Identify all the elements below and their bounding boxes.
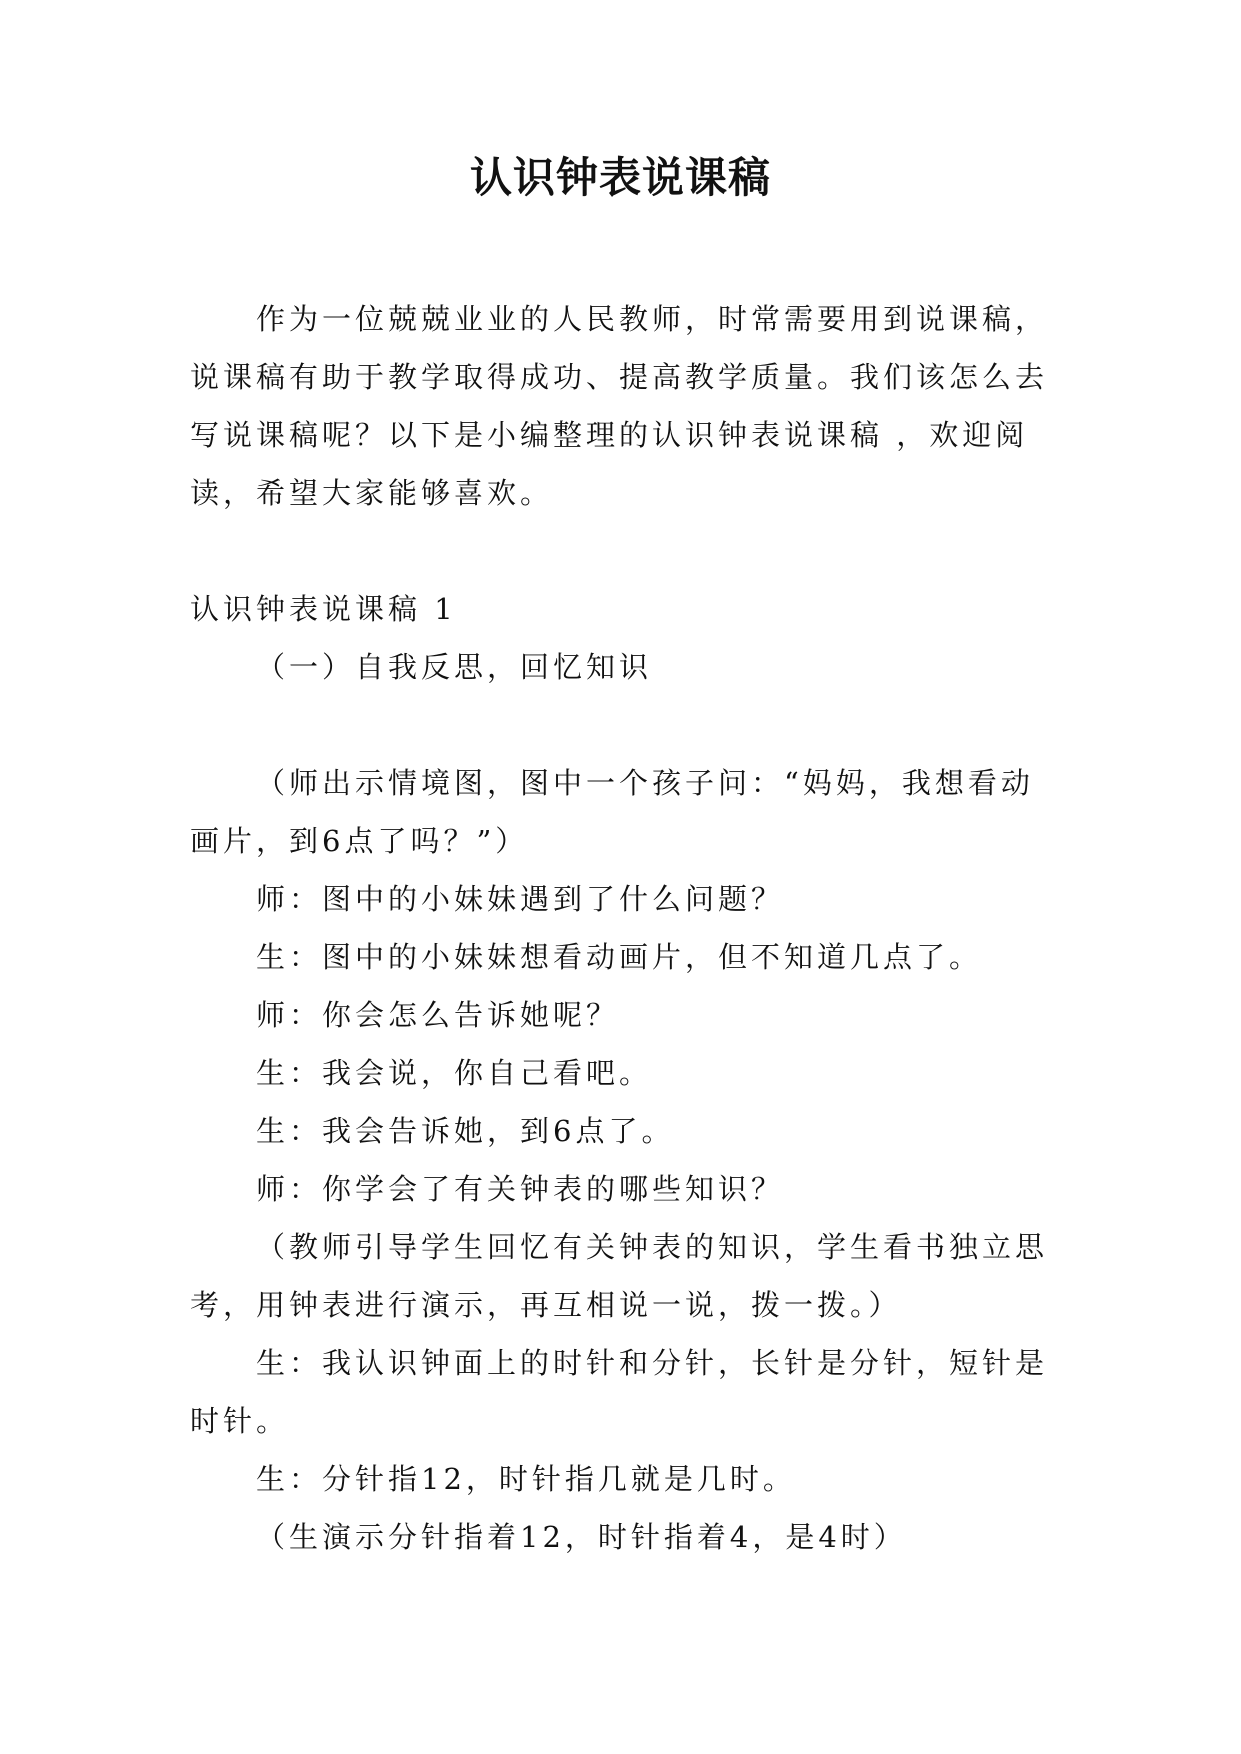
document-body <box>190 290 1050 1566</box>
document-title: 认识钟表说课稿 <box>469 153 771 202</box>
dialogue-line: 生：分针指12，时针指几就是几时。 <box>256 1462 796 1496</box>
dialogue-line: 生：我会告诉她，到6点了。 <box>256 1114 675 1148</box>
dialogue-line: 生：我会说，你自己看吧。 <box>256 1056 653 1090</box>
dialogue-line: 师：你会怎么告诉她呢？ <box>256 998 620 1032</box>
paragraph-guidance: （教师引导学生回忆有关钟表的知识，学生看书独立思考，用钟表进行演示，再互相说一说，拨一拨。） <box>190 1230 1049 1322</box>
dialogue-line: 生：我认识钟面上的时针和分针，长针是分针，短针是时针。 <box>190 1346 1049 1438</box>
intro-paragraph: 作为一位兢兢业业的人民教师，时常需要用到说课稿，说课稿有助于教学取得成功、提高教学质量。我们该怎么去写说课稿呢？以下是小编整理的认识钟表说课稿 ，欢迎阅读，希望大家能够喜欢。 <box>190 302 1049 510</box>
section-heading: 认识钟表说课稿 1 <box>190 592 457 626</box>
subsection-heading: （一）自我反思，回忆知识 <box>256 650 653 684</box>
paragraph-situation: （师出示情境图，图中一个孩子问：“妈妈，我想看动画片，到6点了吗？”） <box>190 766 1034 858</box>
dialogue-line: 生：图中的小妹妹想看动画片，但不知道几点了。 <box>256 940 983 974</box>
dialogue-line: 师：图中的小妹妹遇到了什么问题？ <box>256 882 785 916</box>
paragraph-demonstration: （生演示分针指着12，时针指着4，是4时） <box>256 1520 907 1554</box>
dialogue-line: 师：你学会了有关钟表的哪些知识？ <box>256 1172 785 1206</box>
